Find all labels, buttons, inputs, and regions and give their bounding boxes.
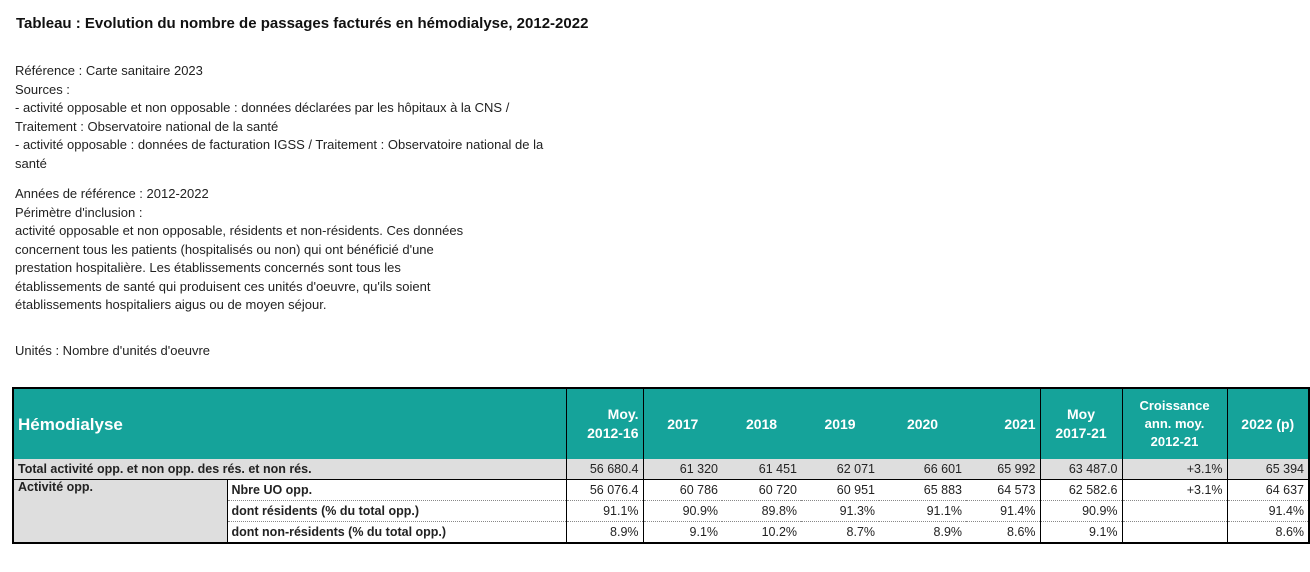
row-label: Nbre UO opp. bbox=[227, 480, 566, 501]
cell-2020: 91.1% bbox=[879, 501, 966, 522]
sources-heading: Sources : bbox=[15, 81, 70, 97]
source-line: Traitement : Observatoire national de la santé bbox=[15, 118, 279, 134]
cell-2021: 64 573 bbox=[966, 480, 1040, 501]
sources-block bbox=[15, 62, 543, 173]
cell-2022: 91.4% bbox=[1227, 501, 1309, 522]
scope-line: concernent tous les patients (hospitalisés ou non) qui ont bénéficié d'une bbox=[15, 241, 434, 257]
row-label: dont résidents (% du total opp.) bbox=[227, 501, 566, 522]
cell-2018: 61 451 bbox=[722, 459, 801, 480]
cell-2018: 89.8% bbox=[722, 501, 801, 522]
cell-2019: 8.7% bbox=[846, 525, 876, 539]
col-header-line: 2017-21 bbox=[1055, 425, 1107, 441]
table-row bbox=[13, 459, 1309, 480]
cell-2021: 91.4% bbox=[966, 501, 1040, 522]
table-header-row bbox=[13, 388, 1309, 459]
cell-2022: 64 637 bbox=[1227, 480, 1309, 501]
cell-moy-2017-21: 63 487.0 bbox=[1040, 459, 1122, 480]
scope-block bbox=[15, 185, 463, 315]
cell-2017: 9.1% bbox=[689, 525, 719, 539]
col-header-2017: 2017 bbox=[643, 388, 722, 459]
cell-moy-2012-16: 56 680.4 bbox=[566, 459, 643, 480]
col-header-2022: 2022 (p) bbox=[1227, 388, 1309, 459]
scope-heading: Périmètre d'inclusion : bbox=[15, 204, 143, 220]
cell-2021: 65 992 bbox=[966, 459, 1040, 480]
cell-2017: 90.9% bbox=[643, 501, 722, 522]
cell-2017: 60 786 bbox=[643, 480, 722, 501]
cell-2018: 60 720 bbox=[722, 480, 801, 501]
reference-years: Années de référence : 2012-2022 bbox=[15, 186, 209, 201]
col-header-2021: 2021 bbox=[966, 388, 1040, 459]
cell-moy-2012-16: 56 076.4 bbox=[566, 480, 643, 501]
table-row bbox=[13, 480, 1309, 501]
cell-moy-2012-16: 91.1% bbox=[566, 501, 643, 522]
cell-moy-2017-21: 9.1% bbox=[1040, 522, 1122, 544]
col-header-2018: 2018 bbox=[722, 388, 801, 459]
col-header-moy-2012-16 bbox=[566, 388, 643, 459]
cell-2020: 65 883 bbox=[879, 480, 966, 501]
col-header-line: Moy bbox=[1067, 406, 1096, 422]
page-title: Tableau : Evolution du nombre de passages facturés en hémodialyse, 2012-2022 bbox=[16, 15, 589, 32]
source-line: santé bbox=[15, 155, 47, 171]
cell-2022: 65 394 bbox=[1227, 459, 1309, 480]
col-header-line: Croissance bbox=[1139, 398, 1210, 413]
source-line: - activité opposable et non opposable : données déclarées par les hôpitaux à la CNS / bbox=[15, 100, 510, 115]
col-header-line: 2012-21 bbox=[1150, 434, 1199, 449]
col-header-2019: 2019 bbox=[801, 388, 879, 459]
cell-2020: 8.9% bbox=[933, 525, 963, 539]
source-line: - activité opposable : données de facturation IGSS / Traitement : Observatoire national de la bbox=[15, 137, 544, 152]
cell-2018: 10.2% bbox=[761, 525, 798, 539]
col-header-growth bbox=[1122, 388, 1227, 459]
cell-growth bbox=[1122, 501, 1227, 522]
col-header-moy-2017-21 bbox=[1040, 388, 1122, 459]
cell-moy-2017-21: 90.9% bbox=[1040, 501, 1122, 522]
scope-line: prestation hospitalière. Les établissements concernés sont tous les bbox=[15, 260, 401, 275]
col-header-line: 2012-16 bbox=[587, 425, 639, 441]
cell-2022: 8.6% bbox=[1275, 525, 1305, 539]
cell-moy-2012-16: 8.9% bbox=[566, 522, 643, 544]
cell-growth bbox=[1122, 522, 1227, 544]
group-label: Activité opp. bbox=[13, 480, 227, 544]
row-label: Total activité opp. et non opp. des rés. et non rés. bbox=[13, 459, 566, 480]
col-header-2020: 2020 bbox=[879, 388, 966, 459]
scope-line: établissements de santé qui produisent ces unités d'oeuvre, qu'ils soient bbox=[15, 278, 431, 294]
cell-2021: 8.6% bbox=[966, 522, 1040, 544]
cell-2017: 61 320 bbox=[643, 459, 722, 480]
cell-moy-2017-21: 62 582.6 bbox=[1040, 480, 1122, 501]
scope-line: établissements hospitaliers aigus ou de moyen séjour. bbox=[15, 297, 327, 312]
cell-2019: 62 071 bbox=[801, 459, 879, 480]
cell-growth: +3.1% bbox=[1122, 480, 1227, 501]
cell-2020: 66 601 bbox=[879, 459, 966, 480]
units-line: Unités : Nombre d'unités d'oeuvre bbox=[15, 343, 211, 358]
row-label: dont non-résidents (% du total opp.) bbox=[231, 525, 447, 539]
cell-2019: 91.3% bbox=[801, 501, 879, 522]
col-header-line: ann. moy. bbox=[1144, 416, 1205, 431]
col-header-line: Moy. bbox=[607, 406, 639, 422]
cell-growth: +3.1% bbox=[1122, 459, 1227, 480]
data-table bbox=[12, 387, 1310, 544]
reference-line: Référence : Carte sanitaire 2023 bbox=[15, 63, 203, 78]
cell-2019: 60 951 bbox=[801, 480, 879, 501]
table-header-label: Hémodialyse bbox=[13, 388, 566, 459]
scope-line: activité opposable et non opposable, résidents et non-résidents. Ces données bbox=[15, 223, 464, 238]
